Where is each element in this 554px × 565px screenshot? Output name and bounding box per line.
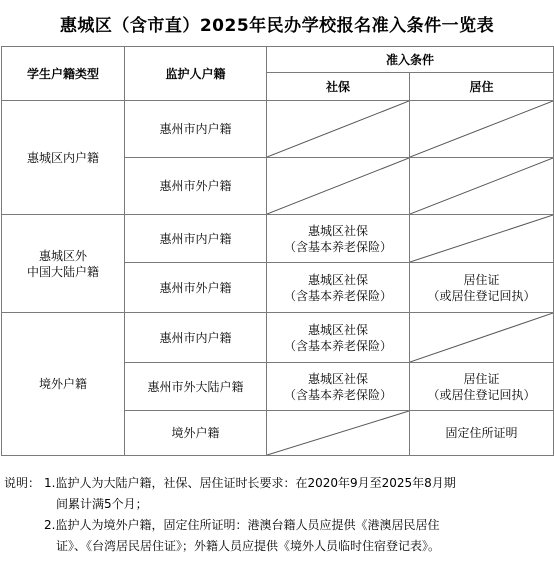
notes-label: 说明： [4, 476, 41, 490]
guardian-cell: 惠州市内户籍 [125, 313, 267, 363]
guardian-cell: 惠州市内户籍 [125, 215, 267, 263]
header-student-type: 学生户籍类型 [2, 47, 125, 101]
social-cell: 惠城区社保 （含基本养老保险） [267, 313, 410, 363]
header-conditions: 准入条件 [267, 47, 554, 73]
table-row [2, 101, 554, 158]
guardian-cell: 惠州市外户籍 [125, 263, 267, 313]
student-type-cell: 境外户籍 [2, 313, 125, 456]
guardian-cell: 境外户籍 [125, 411, 267, 456]
guardian-cell: 惠州市内户籍 [125, 101, 267, 158]
page-title: 惠城区（含市直）2025年民办学校报名准入条件一览表 [59, 15, 495, 36]
note-line: 1.监护人为大陆户籍，社保、居住证时长要求：在2020年9月至2025年8月期 [44, 476, 456, 490]
note-line: 2.监护人为境外户籍，固定住所证明：港澳台籍人员应提供《港澳居民居住 [44, 518, 440, 532]
residence-cell-empty [410, 158, 554, 215]
table-row [2, 215, 554, 263]
student-type-cell: 惠城区外 中国大陆户籍 [2, 215, 125, 313]
social-cell: 惠城区社保 （含基本养老保险） [267, 215, 410, 263]
note-line: 间累计满5个月； [56, 497, 148, 511]
note-item [0, 473, 554, 515]
table-row [2, 313, 554, 363]
notes-section [0, 473, 554, 557]
social-cell-empty [267, 101, 410, 158]
guardian-cell: 惠州市外大陆户籍 [125, 363, 267, 411]
student-type-cell: 惠城区内户籍 [2, 101, 125, 215]
guardian-cell: 惠州市外户籍 [125, 158, 267, 215]
social-cell-empty [267, 158, 410, 215]
social-cell: 惠城区社保 （含基本养老保险） [267, 263, 410, 313]
admission-conditions-table [1, 46, 554, 456]
header-social: 社保 [267, 73, 410, 101]
residence-cell-empty [410, 215, 554, 263]
social-cell: 惠城区社保 （含基本养老保险） [267, 363, 410, 411]
note-item [0, 515, 554, 557]
social-cell-empty [267, 411, 410, 456]
residence-cell: 固定住所证明 [410, 411, 554, 456]
residence-cell: 居住证 （或居住登记回执） [410, 363, 554, 411]
residence-cell-empty [410, 313, 554, 363]
residence-cell: 居住证 （或居住登记回执） [410, 263, 554, 313]
header-guardian: 监护人户籍 [125, 47, 267, 101]
note-line: 证》、《台湾居民居住证》；外籍人员应提供《境外人员临时住宿登记表》。 [56, 539, 441, 553]
residence-cell-empty [410, 101, 554, 158]
header-residence: 居住 [410, 73, 554, 101]
